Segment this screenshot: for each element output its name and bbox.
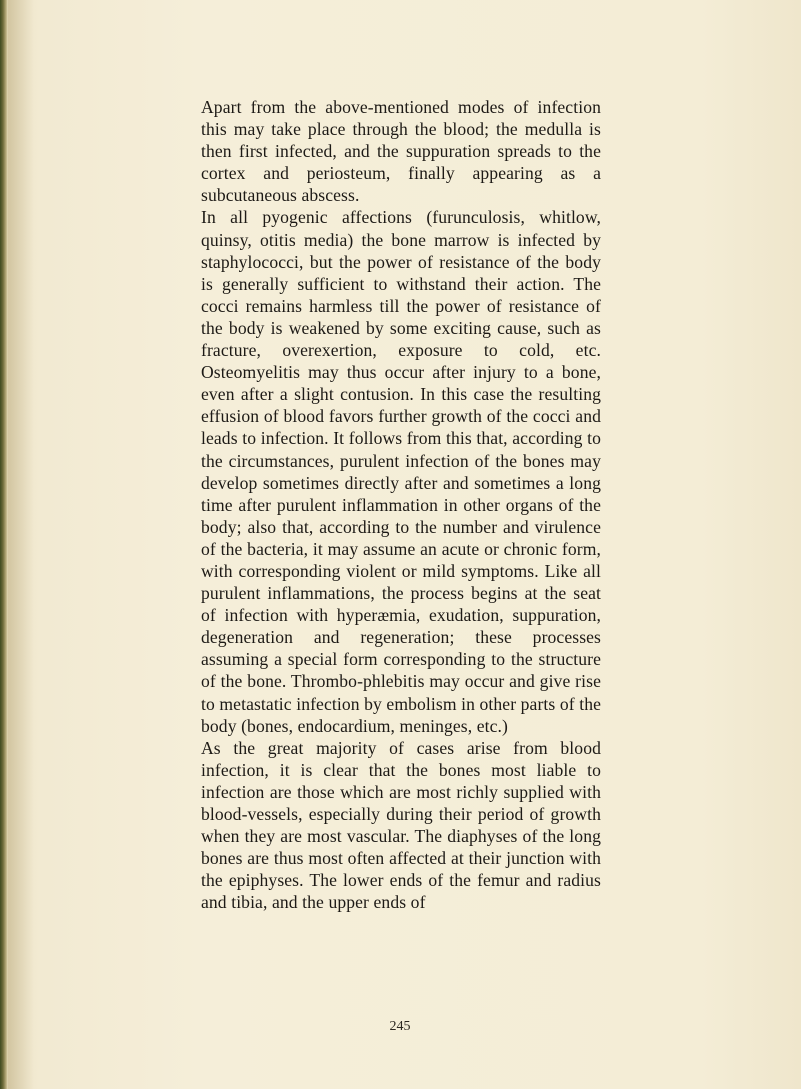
book-binding-edge: [0, 0, 8, 1089]
gutter-shadow: [8, 0, 34, 1089]
body-text: [201, 96, 601, 913]
page-number: 245: [389, 1019, 411, 1034]
paragraph-majority-of-cases: As the great majority of cases arise from blood infection, it is clear that the bones most liable to infection are those which are most richly supplied with blood-vessels, especially during their period of growth when they are most vascular. The diaphyses of the long bones are thus most often affected at their junction with the epiphyses. The lower ends of the femur and radius and tibia, and the upper ends of: [201, 737, 601, 913]
paragraph-pyogenic-affections: In all pyogenic affections (furunculosis, whitlow, quinsy, otitis media) the bone marrow is infected by staphylococci, but the power of resistance of the body is generally sufficient to withstand their action. The cocci remains harmless till the power of resistance of the body is weakened by some exciting cause, such as fracture, overexertion, exposure to cold, etc. Osteomyelitis may thus occur after injury to a bone, even after a slight contusion. In this case the resulting effusion of blood favors further growth of the cocci and leads to infection. It follows from this that, according to the circumstances, purulent infection of the bones may develop sometimes directly after and sometimes a long time after purulent inflammation in other organs of the body; also that, according to the number and virulence of the bacteria, it may assume an acute or chronic form, with corresponding violent or mild symptoms. Like all purulent inflammations, the process begins at the seat of infection with hyperæmia, exudation, suppuration, degeneration and regeneration; these processes assuming a special form corresponding to the structure of the bone. Thrombo-phlebitis may occur and give rise to metastatic infection by embolism in other parts of the body (bones, endocardium, meninges, etc.): [201, 207, 601, 736]
paragraph-blood-infection: Apart from the above-mentioned modes of infection this may take place through the blood; the medulla is then first infected, and the suppuration spreads to the cortex and periosteum, finally appearing as a subcutaneous abscess.: [201, 97, 601, 206]
